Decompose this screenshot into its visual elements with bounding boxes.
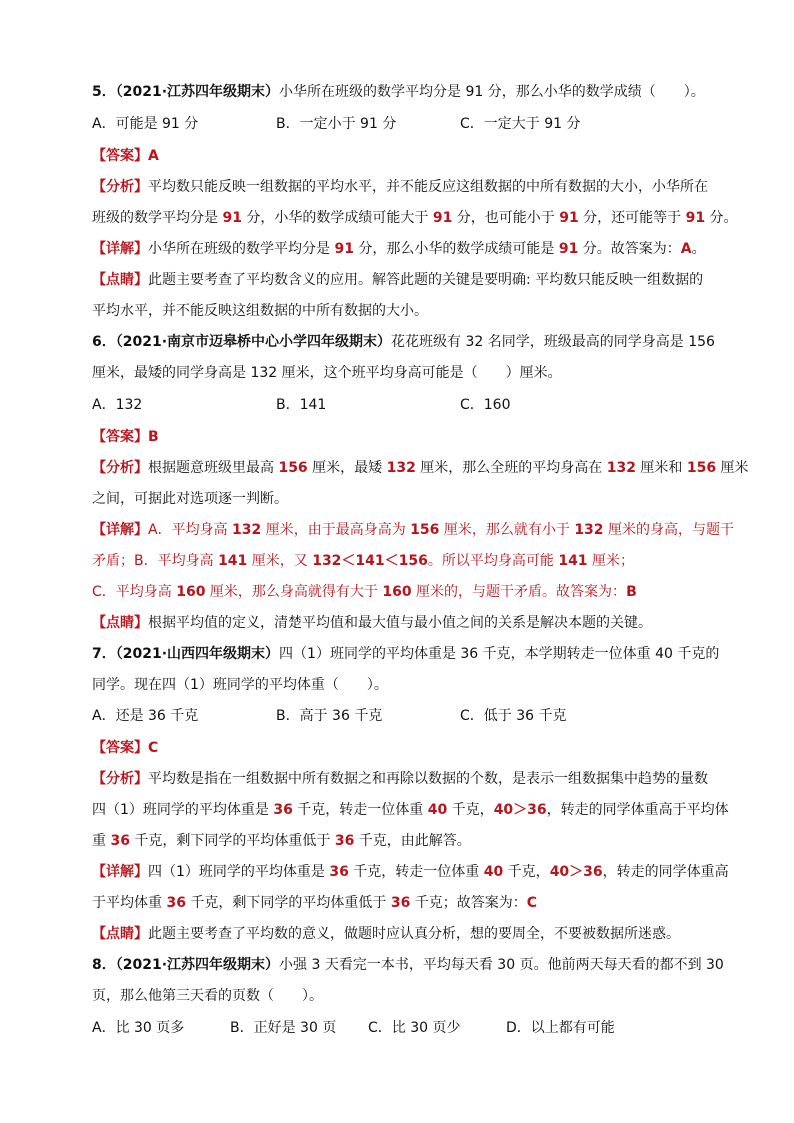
q5-analysis-label: 【分析】 (92, 179, 148, 195)
q7-comment-text: 此题主要考查了平均数的意义，做题时应认真分析，想的要周全，不要被数据所迷惑。 (148, 926, 680, 942)
q5-answer-label: 【答案】 (92, 148, 148, 164)
q5-analysis-text: 平均数只能反映一组数据的平均水平，并不能反应这组数据的中所有数据的大小，小华所在 (148, 179, 708, 195)
q7-number: 7． (92, 646, 116, 662)
q6-detail-inequality: 132＜141＜156 (312, 553, 428, 569)
q5-analysis-line-2 (92, 208, 738, 228)
q7-comment-label: 【点睛】 (92, 926, 148, 942)
q6-option-c: C．160 (460, 397, 511, 413)
q5-analysis-text: 班级的数学平均分是 (92, 210, 223, 226)
q6-detail-line-1 (92, 520, 734, 540)
q6-analysis-label: 【分析】 (92, 460, 148, 476)
q6-option-b: B．141 (276, 397, 327, 413)
q5-comment-text: 此题主要考查了平均数含义的应用。解答此题的关键是要明确: 平均数只能反映一组数据的 (148, 272, 704, 288)
q6-detail-number: 141 (558, 553, 588, 569)
q6-detail-text: C．平均身高 (92, 584, 177, 600)
q7-analysis-line-2 (92, 800, 729, 820)
q5-analysis-line-1 (92, 177, 708, 197)
q5-analysis-number: 91 (685, 210, 706, 226)
q7-analysis-text: 千克， (447, 802, 494, 818)
q6-analysis-number: 156 (686, 460, 717, 476)
q5-option-a: A．可能是 91 分 (92, 116, 199, 132)
q7-detail-text: 四（1）班同学的平均体重是 (148, 864, 330, 880)
q6-detail-text: 厘米，那么就有小于 (439, 522, 575, 538)
q7-detail-label: 【详解】 (92, 864, 148, 880)
q6-detail-number: 132 (232, 522, 262, 538)
q6-detail-text: 厘米； (587, 553, 635, 569)
q8-stem: 小强 3 天看完一本书，平均每天看 30 页。他前两天每天看的都不到 30 (279, 957, 724, 973)
q5-analysis-number: 91 (432, 210, 453, 226)
q7-source: （2021·山西四年级期末） (115, 646, 280, 662)
q7-detail-text: 于平均体重 (92, 895, 167, 911)
q5-answer-line (92, 146, 159, 166)
q7-analysis-text: 平均数是指在一组数据中所有数据之和再除以数据的个数，是表示一组数据集中趋势的量数 (148, 771, 708, 787)
q7-detail-line-1 (92, 862, 729, 882)
q6-stem: 花花班级有 32 名同学，班级最高的同学身高是 156 (391, 334, 715, 350)
q7-answer: C (148, 740, 159, 756)
q6-analysis-number: 132 (606, 460, 636, 476)
q6-detail-line-2 (92, 551, 634, 571)
q6-detail-text: A．平均身高 (148, 522, 233, 538)
q6-stem-line-2: 厘米，最矮的同学身高是 132 厘米，这个班平均身高可能是（ ）厘米。 (92, 365, 562, 381)
q7-option-c: C．低于 36 千克 (460, 708, 567, 724)
q6-comment-label: 【点睛】 (92, 615, 148, 631)
q5-detail-line (92, 239, 706, 259)
q6-detail-text: 厘米，由于最高身高为 (261, 522, 411, 538)
q6-detail-text: 厘米的身高，与题干 (603, 522, 734, 538)
q6-analysis-text: 厘米，最矮 (307, 460, 387, 476)
q7-option-a: A．还是 36 千克 (92, 708, 199, 724)
q7-analysis-number: 36 (110, 833, 130, 849)
q8-source: （2021·江苏四年级期末） (115, 957, 280, 973)
q5-answer: A (148, 148, 159, 164)
q6-analysis-text: 厘米 (716, 460, 749, 476)
q7-analysis-number: 36 (334, 833, 355, 849)
q7-analysis-text: 千克，转走一位体重 (292, 802, 428, 818)
q7-stem-line-2: 同学。现在四（1）班同学的平均体重（ ）。 (92, 677, 388, 693)
q5-stem-line (92, 82, 705, 102)
q7-analysis-text: 重 (92, 833, 111, 849)
q7-analysis-number: 40 (427, 802, 448, 818)
q6-answer: B (148, 429, 159, 445)
q5-detail-text: 分，那么小华的数学成绩可能是 (353, 241, 559, 257)
q7-detail-number: 36 (390, 895, 411, 911)
q6-detail-line-3 (92, 582, 637, 602)
q8-stem-line-2: 页，那么他第三天看的页数（ ）。 (92, 988, 323, 1004)
q8-option-d: D．以上都有可能 (506, 1020, 615, 1036)
q5-analysis-text: 分，还可能等于 (578, 210, 686, 226)
q6-detail-text: 厘米，又 (247, 553, 313, 569)
q7-detail-text: 千克，剩下同学的平均体重低于 (185, 895, 391, 911)
q5-stem: 小华所在班级的数学平均分是 91 分，那么小华的数学成绩（ ）。 (279, 84, 705, 100)
q5-comment-line-1 (92, 270, 703, 290)
q5-detail-text: 。 (691, 241, 706, 257)
q7-analysis-text: 千克，剩下同学的平均体重低于 (129, 833, 335, 849)
q7-analysis-text: 千克，由此解答。 (354, 833, 471, 849)
q5-detail-label: 【详解】 (92, 241, 148, 257)
q7-stem: 四（1）班同学的平均体重是 36 千克，本学期转走一位体重 40 千克的 (279, 646, 720, 662)
q5-detail-number: 91 (558, 241, 579, 257)
q7-detail-text: ，转走的同学体重高 (602, 864, 729, 880)
q7-stem-line-1 (92, 644, 719, 664)
q6-analysis-number: 132 (386, 460, 416, 476)
q5-option-c: C．一定大于 91 分 (460, 116, 581, 132)
q6-detail-label: 【详解】 (92, 522, 148, 538)
q5-comment-line-2: 平均水平，并不能反映这组数据的中所有数据的大小。 (92, 303, 428, 319)
q6-analysis-text: 根据题意班级里最高 (148, 460, 279, 476)
q8-number: 8． (92, 957, 116, 973)
q6-number: 6． (92, 334, 116, 350)
q6-detail-number: 160 (382, 584, 412, 600)
q5-source: （2021·江苏四年级期末） (115, 84, 280, 100)
q6-stem-line-1 (92, 332, 715, 352)
q7-answer-label: 【答案】 (92, 740, 148, 756)
q6-detail-number: 132 (574, 522, 604, 538)
q7-detail-number: 36 (329, 864, 349, 880)
q5-analysis-text: 分，也可能小于 (452, 210, 560, 226)
q6-detail-number: 156 (410, 522, 440, 538)
q6-analysis-line-2: 之间，可据此对选项逐一判断。 (92, 491, 288, 507)
q6-analysis-line-1 (92, 458, 749, 478)
q5-analysis-text: 分，小华的数学成绩可能大于 (241, 210, 433, 226)
q7-analysis-line-1 (92, 769, 708, 789)
q5-analysis-text: 分。 (705, 210, 738, 226)
q7-detail-line-2 (92, 893, 537, 913)
q6-detail-text: 矛盾；B．平均身高 (92, 553, 219, 569)
q6-source: （2021·南京市迈皋桥中心小学四年级期末） (115, 334, 392, 350)
q5-detail-text: 分。故答案为： (578, 241, 681, 257)
q5-detail-number: 91 (334, 241, 354, 257)
q6-analysis-text: 厘米，那么全班的平均身高在 (415, 460, 607, 476)
q6-detail-answer: B (626, 584, 637, 600)
q7-detail-text: 千克， (503, 864, 550, 880)
q7-analysis-label: 【分析】 (92, 771, 148, 787)
q7-comment-line (92, 924, 680, 944)
q7-detail-answer: C (526, 895, 538, 911)
q7-detail-number: 40 (483, 864, 504, 880)
q7-analysis-inequality: 40＞36 (493, 802, 547, 818)
q8-option-a: A．比 30 页多 (92, 1020, 185, 1036)
q7-option-b: B．高于 36 千克 (276, 708, 383, 724)
q5-number: 5． (92, 84, 116, 100)
q8-option-b: B．正好是 30 页 (230, 1020, 337, 1036)
q7-analysis-text: 四（1）班同学的平均体重是 (92, 802, 274, 818)
q7-detail-number: 36 (166, 895, 186, 911)
q7-analysis-text: ，转走的同学体重高于平均体 (546, 802, 729, 818)
q5-detail-text: 小华所在班级的数学平均分是 (148, 241, 335, 257)
q7-detail-inequality: 40＞36 (549, 864, 603, 880)
q6-answer-label: 【答案】 (92, 429, 148, 445)
q6-comment-line (92, 613, 652, 633)
q8-stem-line-1 (92, 955, 724, 975)
q6-detail-number: 141 (218, 553, 248, 569)
q6-answer-line (92, 427, 159, 447)
q5-analysis-number: 91 (222, 210, 242, 226)
q5-analysis-number: 91 (559, 210, 579, 226)
q7-analysis-number: 36 (273, 802, 293, 818)
q7-detail-text: 千克，转走一位体重 (348, 864, 484, 880)
q7-analysis-line-3 (92, 831, 471, 851)
q5-detail-answer: A (680, 241, 692, 257)
q6-detail-number: 160 (176, 584, 206, 600)
q6-analysis-number: 156 (278, 460, 308, 476)
q5-comment-label: 【点睛】 (92, 272, 148, 288)
q7-detail-text: 千克；故答案为： (410, 895, 527, 911)
q5-option-b: B．一定小于 91 分 (276, 116, 397, 132)
q6-detail-text: 。所以平均身高可能 (427, 553, 559, 569)
q6-detail-text: 厘米的，与题干矛盾。故答案为： (411, 584, 627, 600)
q6-detail-text: 厘米，那么身高就得有大于 (205, 584, 383, 600)
q8-option-c: C．比 30 页少 (368, 1020, 461, 1036)
q6-option-a: A．132 (92, 397, 143, 413)
q6-comment-text: 根据平均值的定义，清楚平均值和最大值与最小值之间的关系是解决本题的关键。 (148, 615, 652, 631)
q6-analysis-text: 厘米和 (635, 460, 687, 476)
q7-answer-line (92, 738, 158, 758)
